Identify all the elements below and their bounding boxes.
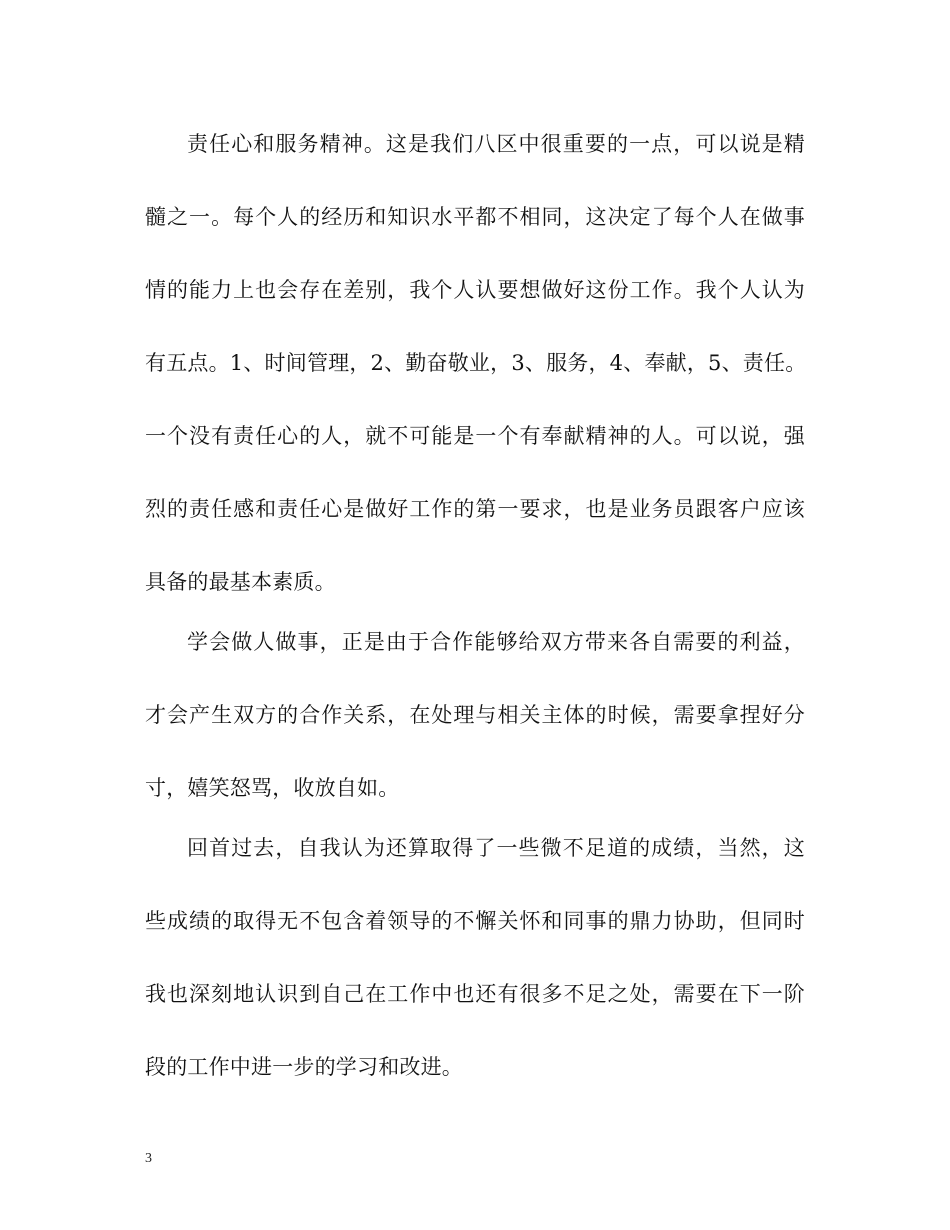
paragraph-1-line-6: 烈的责任感和责任心是做好工作的第一要求，也是业务员跟客户应该 <box>145 497 805 521</box>
paragraph-2-line-2: 才会产生双方的合作关系，在处理与相关主体的时候，需要拿捏好分 <box>145 703 805 727</box>
paragraph-3-line-2: 些成绩的取得无不包含着领导的不懈关怀和同事的鼎力协助，但同时 <box>145 909 805 933</box>
paragraph-2-line-1: 学会做人做事，正是由于合作能够给双方带来各自需要的利益， <box>187 630 805 654</box>
paragraph-3-line-1: 回首过去，自我认为还算取得了一些微不足道的成绩，当然，这 <box>187 836 805 860</box>
paragraph-2-line-3: 寸，嬉笑怒骂，收放自如。 <box>145 776 400 800</box>
paragraph-3-line-3: 我也深刻地认识到自己在工作中也还有很多不足之处，需要在下一阶 <box>145 982 805 1006</box>
paragraph-3-line-4: 段的工作中进一步的学习和改进。 <box>145 1055 463 1079</box>
paragraph-1-line-1: 责任心和服务精神。这是我们八区中很重要的一点，可以说是精 <box>187 132 805 156</box>
paragraph-1-line-3: 情的能力上也会存在差别，我个人认要想做好这份工作。我个人认为 <box>145 278 805 302</box>
page-number: 3 <box>145 1151 152 1166</box>
paragraph-1-line-4: 有五点。1、时间管理，2、勤奋敬业，3、服务，4、奉献，5、责任。 <box>145 351 807 375</box>
paragraph-1-line-5: 一个没有责任心的人，就不可能是一个有奉献精神的人。可以说，强 <box>145 424 805 448</box>
paragraph-1-line-2: 髓之一。每个人的经历和知识水平都不相同，这决定了每个人在做事 <box>145 205 805 229</box>
paragraph-1-line-7: 具备的最基本素质。 <box>145 570 336 594</box>
